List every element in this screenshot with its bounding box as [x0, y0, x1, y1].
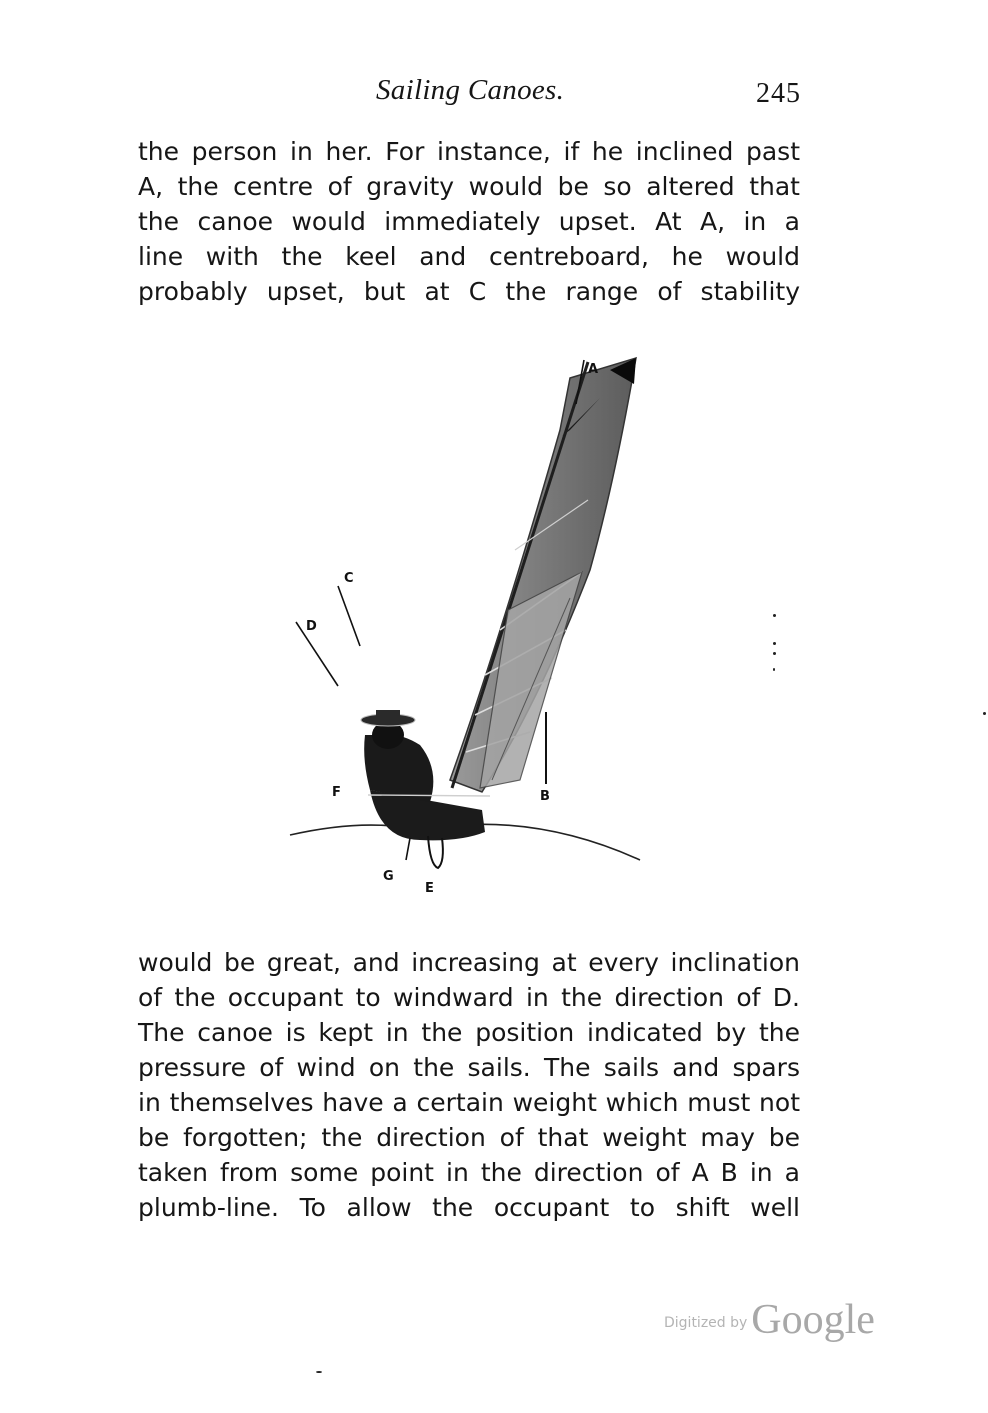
label-b: B — [540, 789, 550, 804]
text-line: A, the centre of gravity would be so altered that — [138, 172, 800, 201]
text-line: probably upset, but at C the range of stability — [138, 277, 800, 306]
page-number: 245 — [756, 78, 801, 109]
text-line: be forgotten; the direction of that weight may be — [138, 1123, 800, 1152]
scan-speck — [983, 712, 986, 715]
text-line: the person in her. For instance, if he inclined past — [138, 137, 800, 166]
occupant-hat-crown — [376, 710, 400, 720]
scan-speck — [773, 652, 776, 655]
label-f: F — [332, 785, 341, 800]
label-a: A — [588, 362, 599, 377]
label-g: G — [383, 869, 394, 884]
label-e: E — [425, 881, 434, 896]
direction-line-c — [338, 586, 360, 646]
text-line: line with the keel and centreboard, he would — [138, 242, 800, 271]
text-line: of the occupant to windward in the direction of D. — [138, 983, 800, 1012]
main-sail — [450, 358, 636, 792]
text-line: pressure of wind on the sails. The sails and spars — [138, 1053, 800, 1082]
text-line: in themselves have a certain weight which must not — [138, 1088, 800, 1117]
text-line: taken from some point in the direction of A B in a — [138, 1158, 800, 1187]
scan-speck — [773, 642, 776, 645]
label-c: C — [344, 571, 354, 586]
text-line: would be great, and increasing at every inclination — [138, 948, 800, 977]
scan-speck — [773, 668, 775, 671]
canoe-illustration — [270, 340, 690, 900]
keel-line — [406, 838, 410, 860]
direction-line-d — [296, 622, 338, 686]
watermark-prefix: Digitized by — [664, 1315, 748, 1331]
text-line: the canoe would immediately upset. At A, in a — [138, 207, 800, 236]
paragraph-top — [138, 134, 800, 309]
paragraph-bottom — [138, 945, 800, 1225]
centreboard — [428, 836, 443, 868]
text-line: The canoe is kept in the position indicated by the — [138, 1018, 800, 1047]
scan-speck — [773, 614, 776, 617]
scan-speck — [316, 1371, 322, 1373]
label-d: D — [306, 619, 317, 634]
canoe-figure-svg — [270, 340, 690, 900]
digitized-watermark — [664, 1296, 875, 1346]
running-head — [0, 72, 988, 112]
deck-line — [368, 795, 490, 796]
text-line: plumb-line. To allow the occupant to shift well — [138, 1193, 800, 1222]
running-title: Sailing Canoes. — [376, 74, 565, 106]
google-logo: Google — [751, 1297, 875, 1343]
